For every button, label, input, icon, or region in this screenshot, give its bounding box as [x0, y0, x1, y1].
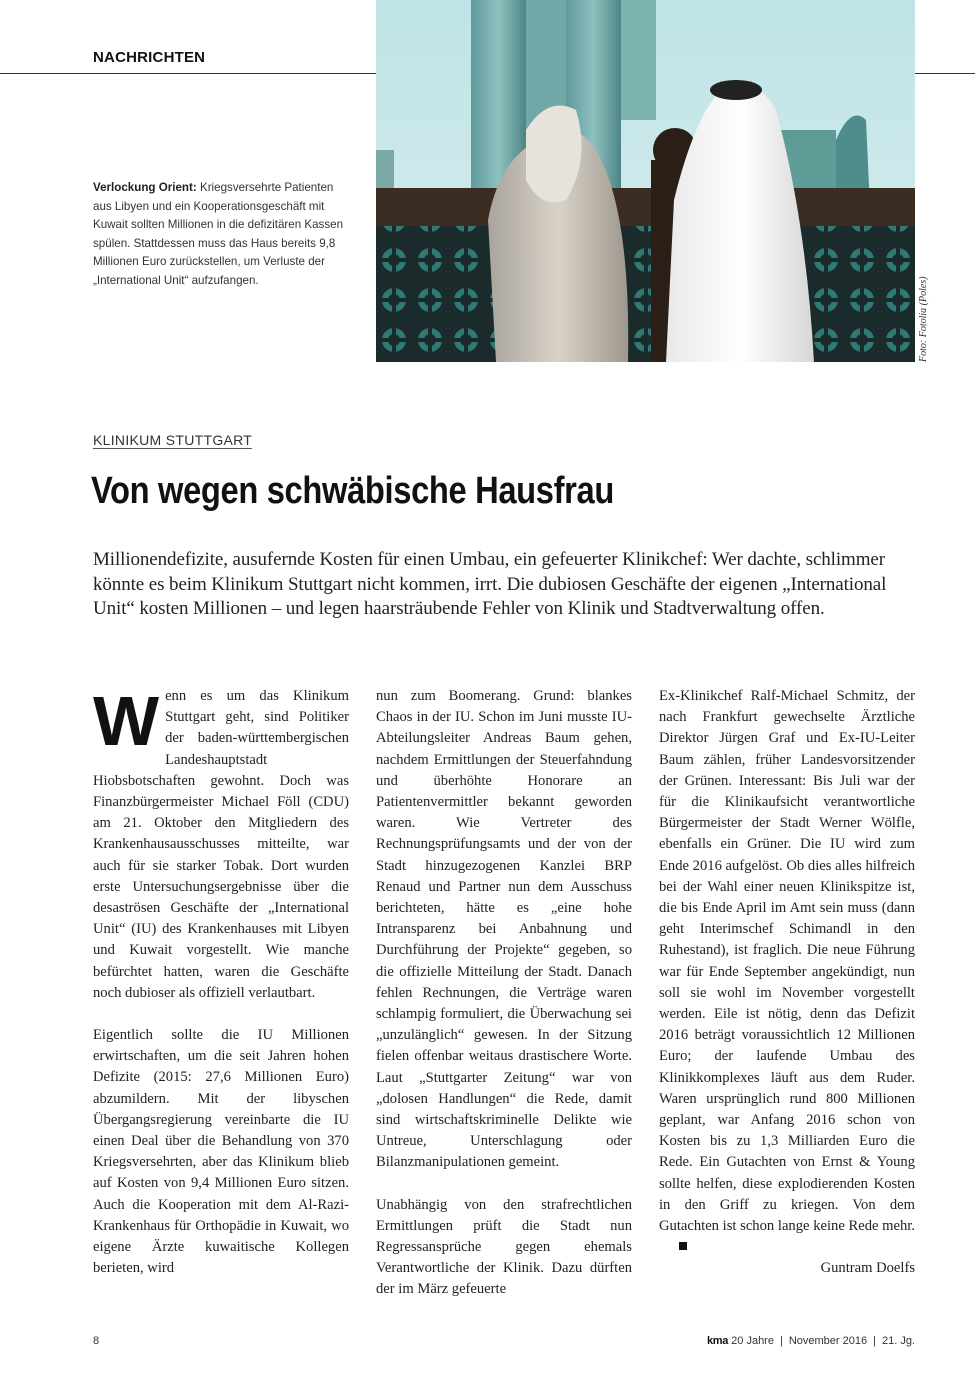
- divider: |: [873, 1335, 876, 1347]
- article-lead: Millionendefizite, ausufernde Kosten für einen Umbau, ein gefeuerter Klinikchef: Wer dachte, schlimmer könnte es beim Klinikum Stuttgart nicht kommen, irrt. Die dubiosen Geschäfte der eigenen „International Unit“ kosten Millionen – und legen haarsträubende Fehler von Klinik und Stadtverwaltung offen.: [93, 549, 887, 619]
- article-author: Guntram Doelfs: [820, 1260, 915, 1277]
- article-column-1: [93, 682, 349, 1300]
- divider: |: [779, 1335, 783, 1347]
- article-title: Von wegen schwäbische Hausfrau: [91, 470, 615, 512]
- paragraph-text: enn es um das Klinikum Stuttgart geht, sind Politiker der baden-württembergischen Landeshauptstadt Hiobsbotschaften gewohnt. Doch was Finanzbürgermeister Michael Föll (CDU) am 21. Oktober den Mitgliedern des Krankenhausausschusses mitteilte, war auch für sie starker Tobak. Dort wurden erste Untersuchungsergebnisse über die desaströsen Geschäfte der „International Unit“ (IU) des Krankenhauses mit Libyen und Kuwait vorgestellt. Wie manche befürchtet hatten, waren die Geschäfte noch dubioser als offiziell verlautbart.: [93, 688, 349, 1001]
- footer-date: November 2016: [788, 1335, 868, 1347]
- article-photo: [376, 0, 915, 362]
- article-column-3: [659, 686, 915, 1280]
- photo-caption: [93, 179, 355, 291]
- brand-logo: kma: [706, 1335, 729, 1347]
- caption-text: Kriegsversehrte Patienten aus Libyen und ein Kooperationsgeschäft mit Kuwait sollten Millionen in die defizitären Kassen spülen. Stattdessen muss das Haus bereits 9,8 Millionen Euro zurückstellen, um Verluste der „International Unit“ aufzufangen.: [93, 181, 344, 287]
- page-number: 8: [93, 1335, 100, 1347]
- caption-lead: Verlockung Orient:: [93, 181, 197, 194]
- article-column-2: [376, 686, 632, 1322]
- body-paragraph: nun zum Boomerang. Grund: blankes Chaos in der IU. Schon im Juni musste IU-Abteilungsleiter Andreas Baum gehen, nachdem Ermittlungen der Steuerfahndung und überhöhte Honorare an Patientenvermittler bekannt geworden waren. Wie Vertreter des Rechnungsprüfungsamts und der von der Stadt hinzugezogenen Kanzlei BRP Renaud und Partner nun dem Ausschuss berichteten, hätte es „eine hohe Intransparenz bei Anbahnung und Durchführung der Projekte“ gegeben, so die offizielle Mitteilung der Stadt. Danach fehlen Rechnungen, die Verträge waren schlampig formuliert, die Überwachung sei „unzulänglich“ gewesen. In der Sitzung fielen offenbar weitaus drastischere Worte. Laut „Stuttgarter Zeitung“ war von „dolosen Handlungen“ die Rede, damit sind wirtschaftskriminelle Delikte wie Untreue, Unterschlagung oder Bilanzmanipulationen gemeint.: [376, 688, 632, 1171]
- section-label: NACHRICHTEN: [93, 49, 206, 66]
- footer-edition: 20 Jahre: [731, 1335, 774, 1347]
- body-paragraph: Eigentlich sollte die IU Millionen erwirtschaften, um die seit Jahren hohen Defizite (2015: 27,6 Millionen Euro) abzumildern. Mit der libyschen Übergangsregierung vereinbarte die IU einen Deal über die Behandlung von 370 Kriegsversehrten, aber das Klinikum blieb auf Kosten von 9,4 Millionen Euro sitzen. Auch die Kooperation mit dem Al-Razi-Krankenhaus für Orthopädie in Kuwait, wo eigene Ärzte kuwaitische Kollegen berieten, wird: [93, 1027, 349, 1277]
- paragraph-text: Ex-Klinikchef Ralf-Michael Schmitz, der nach Frankfurt gewechselte Ärztliche Direktor Jürgen Graf und Ex-IU-Leiter Baum zählen, früher Landesvorsitzender der Grünen. Interessant: Bis Juli war der für die Klinikaufsicht verantwortliche Bürgermeister der Stadt Werner Wölfle, ebenfalls ein Grüner. Die IU wird zum Ende 2016 aufgelöst. Ob dies alles hilfreich bei der Wahl einer neuen Klinikspitze ist, die bis Ende April im Amt sein muss (dann geht Interimschef Schimandl in den Ruhestand), ist fraglich. Die neue Führung war für Ende September angekündigt, nun soll sie wohl im November vorgestellt werden. Eile ist nötig, denn das Defizit 2016 beträgt voraussichtlich 12 Millionen Euro; der laufende Umbau des Klinikkomplexes läuft aus dem Ruder. Waren ursprünglich rund 800 Millionen geplant, war Anfang 2016 schon von Kosten bis zu 1,3 Milliarden Euro die Rede. Ein Gutachten von Ernst & Young sollte helfen, diese explodierenden Kosten in den Griff zu kriegen. Von dem Gutachten ist schon lange keine Rede mehr.: [659, 688, 915, 1235]
- end-mark-icon: [679, 1242, 687, 1250]
- header-rule: [0, 73, 376, 74]
- header-rule-right: [915, 73, 975, 74]
- body-paragraph: [93, 682, 349, 1004]
- body-paragraph: [659, 686, 915, 1258]
- article-kicker: KLINIKUM STUTTGART: [93, 432, 253, 448]
- footer-info: [707, 1335, 915, 1347]
- drop-cap: W: [93, 682, 160, 760]
- body-paragraph: Unabhängig von den strafrechtlichen Ermittlungen prüft die Stadt nun Regressansprüche gegen ehemals Verantwortliche der Klinik. Dazu dürften der im März gefeuerte: [376, 1196, 632, 1298]
- photo-credit: Foto: Fotolia (Poles): [918, 276, 929, 362]
- footer-volume: 21. Jg.: [881, 1335, 915, 1347]
